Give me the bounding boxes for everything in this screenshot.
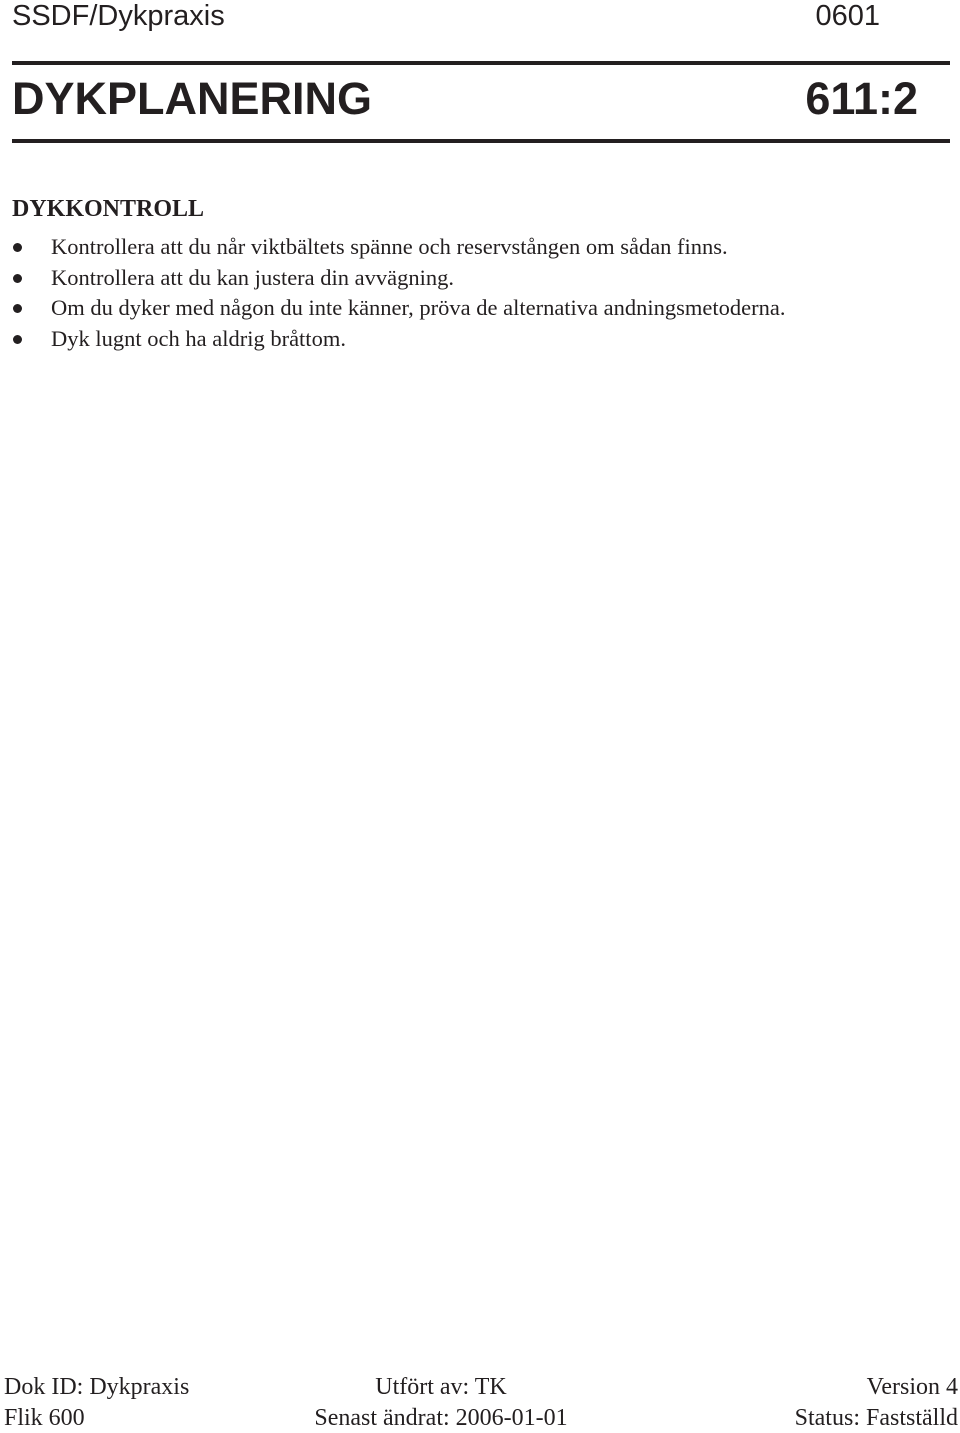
footer-status: Status: Fastställd — [794, 1405, 958, 1431]
list-item — [0, 293, 950, 324]
footer-last-changed: Senast ändrat: 2006-01-01 — [314, 1405, 568, 1431]
checklist — [0, 232, 950, 354]
bullet-icon — [13, 243, 22, 252]
list-item — [0, 324, 950, 355]
footer-version: Version 4 — [866, 1374, 958, 1400]
list-item — [0, 263, 950, 294]
bullet-icon — [13, 335, 22, 344]
list-item-text: Kontrollera att du når viktbältets spänne och reservstången om sådan finns. — [51, 234, 728, 259]
footer-performed-by: Utfört av: TK — [375, 1374, 507, 1400]
footer-tab: Flik 600 — [4, 1405, 85, 1431]
page-code: 611:2 — [805, 73, 918, 124]
page-footer — [4, 1372, 958, 1432]
list-item-text: Dyk lugnt och ha aldrig bråttom. — [51, 325, 346, 351]
running-header — [12, 0, 880, 32]
footer-doc-id: Dok ID: Dykpraxis — [4, 1374, 190, 1400]
bullet-icon — [13, 274, 22, 283]
section-heading: DYKKONTROLL — [12, 196, 205, 222]
page-title: DYKPLANERING — [12, 73, 373, 124]
list-item-text: Kontrollera att du kan justera din avvägning. — [51, 264, 455, 290]
list-item — [0, 232, 950, 263]
list-item-text: Om du dyker med någon du inte känner, pröva de alternativa andningsmetoderna. — [51, 295, 786, 320]
document-number: 0601 — [815, 0, 880, 32]
document-series: SSDF/Dykpraxis — [12, 0, 225, 32]
header-rule-bottom — [12, 139, 950, 143]
header-rule-top — [12, 61, 950, 65]
bullet-icon — [13, 304, 22, 313]
title-row — [12, 70, 918, 128]
